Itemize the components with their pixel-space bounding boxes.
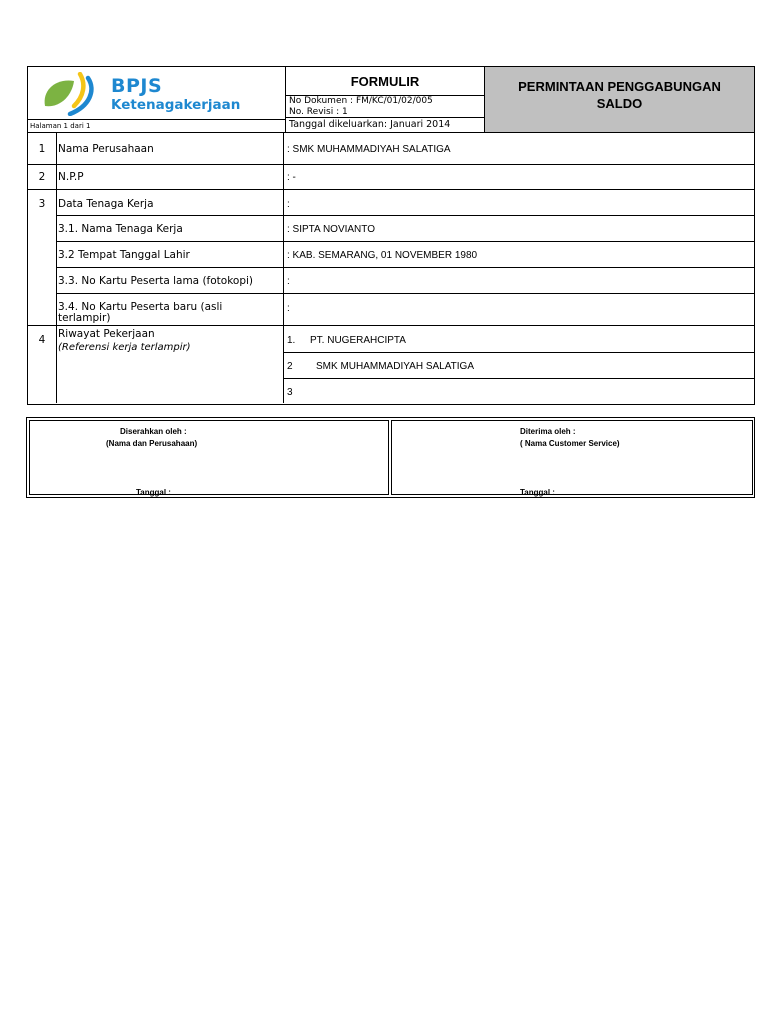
form-row-worker-name [28, 215, 754, 241]
bpjs-logo-icon [42, 72, 106, 116]
history-index-3: 3 [287, 387, 293, 398]
form-row-work-history [28, 325, 754, 403]
received-date: Tanggal : [520, 488, 555, 497]
history-index-1: 1. [287, 335, 296, 346]
received-by-box [391, 420, 753, 495]
new-card-label-line1: 3.4. No Kartu Peserta baru (asli [58, 301, 223, 313]
history-name-1: PT. NUGERAHCIPTA [310, 335, 406, 346]
form-row-company [28, 133, 754, 164]
form-label: FORMULIR [286, 67, 484, 96]
form-header [27, 66, 755, 133]
worker-data-label: Data Tenaga Kerja [58, 198, 154, 210]
new-card-value: : [287, 303, 290, 314]
new-card-label [58, 302, 222, 324]
company-label: Nama Perusahaan [58, 143, 154, 155]
logo-cell [28, 67, 285, 119]
received-by-title: Diterima oleh : [520, 427, 576, 436]
worker-name-label: 3.1. Nama Tenaga Kerja [58, 223, 183, 235]
form-table [27, 133, 755, 405]
row-number: 2 [38, 171, 46, 183]
form-row-new-card [28, 293, 754, 325]
submitted-by-title: Diserahkan oleh : [120, 427, 187, 436]
issued-date: Tanggal dikeluarkan: Januari 2014 [289, 119, 451, 130]
history-index-2: 2 [287, 361, 293, 372]
worker-data-value: : [287, 199, 290, 210]
page-info: Halaman 1 dari 1 [28, 119, 285, 133]
form-row-old-card [28, 267, 754, 293]
row-number: 4 [38, 334, 46, 346]
submitted-by-sub: (Nama dan Perusahaan) [106, 439, 198, 448]
row-number: 1 [38, 143, 46, 155]
signature-section [26, 417, 755, 498]
logo-subtitle: Ketenagakerjaan [111, 97, 241, 113]
form-info [285, 67, 485, 132]
submitted-date: Tanggal : [136, 488, 171, 497]
row-number: 3 [38, 198, 46, 210]
form-title [485, 67, 754, 132]
old-card-value: : [287, 276, 290, 287]
form-row-birth [28, 241, 754, 267]
npp-value: : - [287, 172, 296, 183]
birth-label: 3.2 Tempat Tanggal Lahir [58, 249, 190, 261]
received-by-sub: ( Nama Customer Service) [520, 439, 620, 448]
work-history-note: (Referensi kerja terlampir) [58, 342, 191, 353]
doc-number: No Dokumen : FM/KC/01/02/005 [289, 96, 433, 106]
new-card-label-line2: terlampir) [58, 312, 111, 324]
logo-brand: BPJS [111, 75, 163, 97]
worker-name-value: : SIPTA NOVIANTO [287, 224, 375, 235]
submitted-by-box [29, 420, 389, 495]
form-row-npp [28, 164, 754, 189]
company-value: : SMK MUHAMMADIYAH SALATIGA [287, 144, 451, 155]
old-card-label: 3.3. No Kartu Peserta lama (fotokopi) [58, 275, 254, 287]
npp-label: N.P.P [58, 171, 84, 183]
revision-number: No. Revisi : 1 [286, 107, 484, 118]
history-name-2: SMK MUHAMMADIYAH SALATIGA [316, 361, 474, 372]
form-title-line2: SALDO [596, 96, 643, 111]
birth-value: : KAB. SEMARANG, 01 NOVEMBER 1980 [287, 250, 478, 261]
form-title-line1: PERMINTAAN PENGGABUNGAN [518, 79, 721, 94]
work-history-label: Riwayat Pekerjaan [58, 328, 155, 340]
form-row-worker-data [28, 189, 754, 215]
